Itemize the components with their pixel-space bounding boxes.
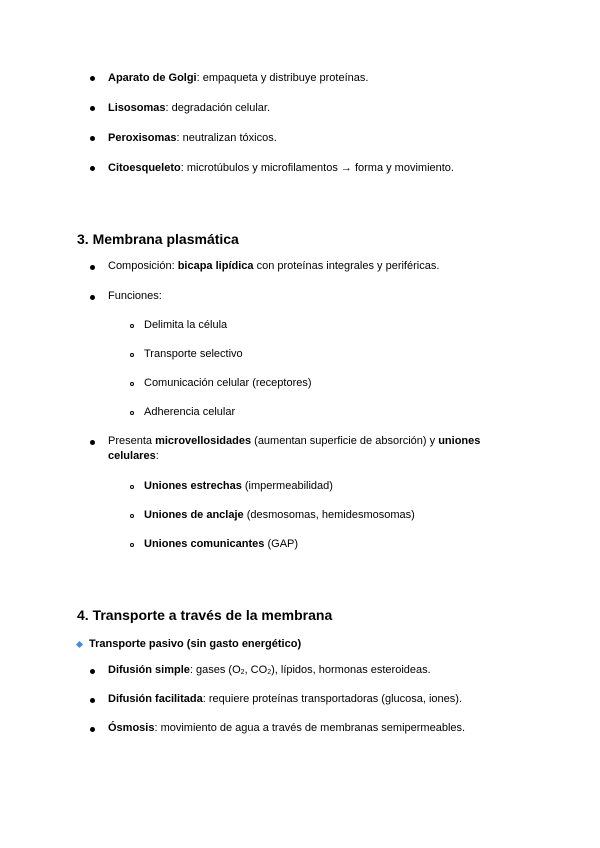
bullet-icon xyxy=(90,136,95,141)
text: con proteínas integrales y periféricas. xyxy=(253,260,440,272)
union-item xyxy=(144,537,298,552)
text: Difusión facilitada xyxy=(108,693,203,705)
text: ), lípidos, hormonas esteroideas. xyxy=(271,664,431,676)
term-bicapa: bicapa lipídica xyxy=(177,260,254,272)
bullet-icon xyxy=(90,669,95,674)
text: 2 xyxy=(240,669,245,676)
term-peroxisomas: Peroxisomas xyxy=(108,132,177,144)
bullet-icon xyxy=(90,106,95,111)
list-item-presenta-cont xyxy=(108,449,159,464)
sub-bullet-icon xyxy=(130,353,134,357)
list-item-peroxisomas xyxy=(108,131,277,146)
list-item-citoesqueleto xyxy=(108,161,454,176)
text: Uniones comunicantes xyxy=(144,538,265,550)
subheading-transporte-pasivo: Transporte pasivo (sin gasto energético) xyxy=(89,638,302,650)
sub-bullet-icon xyxy=(130,543,134,547)
bullet-icon xyxy=(90,76,95,81)
list-item-osmosis xyxy=(108,721,465,736)
text: : requiere proteínas transportadoras (glucosa, iones). xyxy=(202,693,463,705)
text: (desmosomas, hemidesmosomas) xyxy=(243,509,415,521)
section-heading-transporte: 4. Transporte a través de la membrana xyxy=(77,607,333,623)
sub-bullet-icon xyxy=(130,324,134,328)
text: Ósmosis xyxy=(108,722,155,734)
bullet-icon xyxy=(90,727,95,732)
desc-lisosomas: : degradación celular. xyxy=(165,102,271,114)
text: Difusión simple xyxy=(108,664,190,676)
desc-golgi: : empaqueta y distribuye proteínas. xyxy=(196,72,369,84)
section-heading-membrana: 3. Membrana plasmática xyxy=(77,231,239,247)
bullet-icon xyxy=(90,265,95,270)
text: : movimiento de agua a través de membranas semipermeables. xyxy=(154,722,466,734)
text: Composición: xyxy=(108,260,178,272)
list-item-funciones: Funciones: xyxy=(108,290,162,302)
term-celulares: celulares xyxy=(108,450,156,462)
bullet-icon xyxy=(90,295,95,300)
function-item: Adherencia celular xyxy=(144,406,236,418)
text: (aumentan superficie de absorción) y xyxy=(251,435,439,447)
function-item: Comunicación celular (receptores) xyxy=(144,377,312,389)
sub-bullet-icon xyxy=(130,411,134,415)
sub-bullet-icon xyxy=(130,485,134,489)
text: : xyxy=(155,450,159,462)
term-microvellosidades: microvellosidades xyxy=(155,435,252,447)
function-item: Delimita la célula xyxy=(144,319,228,331)
list-item-difusion-simple xyxy=(108,663,431,680)
bullet-icon xyxy=(90,166,95,171)
text: Presenta xyxy=(108,435,156,447)
text: 2 xyxy=(267,669,272,676)
bullet-icon xyxy=(90,440,95,445)
text: : gases (O xyxy=(189,664,241,676)
list-item-lisosomas xyxy=(108,101,270,116)
term-lisosomas: Lisosomas xyxy=(108,102,166,114)
list-item-difusion-facilitada xyxy=(108,692,462,707)
term-golgi: Aparato de Golgi xyxy=(108,72,197,84)
union-item xyxy=(144,508,415,523)
text: (impermeabilidad) xyxy=(241,480,333,492)
list-item-golgi xyxy=(108,71,368,86)
term-uniones: uniones xyxy=(438,435,481,447)
desc-citoesqueleto: : microtúbulos y microfilamentos → forma y movimiento. xyxy=(180,162,454,174)
text: Uniones de anclaje xyxy=(144,509,244,521)
term-citoesqueleto: Citoesqueleto xyxy=(108,162,181,174)
list-item-presenta xyxy=(108,434,480,449)
function-item: Transporte selectivo xyxy=(144,348,243,360)
bullet-icon xyxy=(90,698,95,703)
sub-bullet-icon xyxy=(130,382,134,386)
diamond-bullet-icon xyxy=(76,641,83,648)
list-item-composicion xyxy=(108,259,439,274)
sub-bullet-icon xyxy=(130,514,134,518)
text: (GAP) xyxy=(264,538,299,550)
text: Uniones estrechas xyxy=(144,480,242,492)
union-item xyxy=(144,479,333,494)
text: , CO xyxy=(244,664,268,676)
desc-peroxisomas: : neutralizan tóxicos. xyxy=(176,132,277,144)
